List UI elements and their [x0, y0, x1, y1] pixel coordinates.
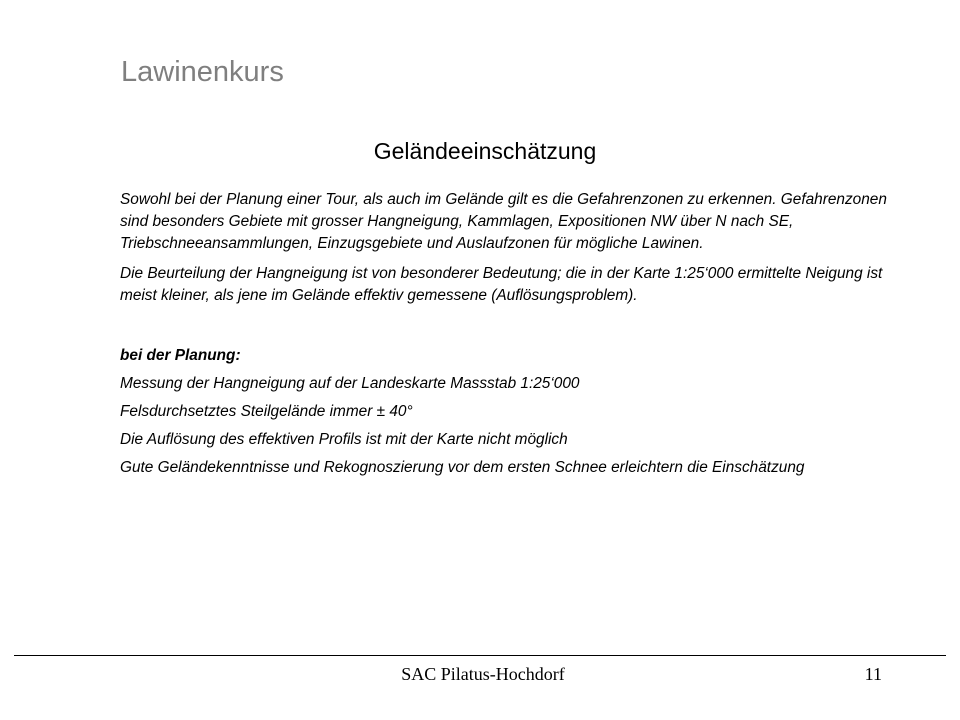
planning-heading: bei der Planung:: [120, 347, 241, 364]
slope-paragraph: Die Beurteilung der Hangneigung ist von besonderer Bedeutung; die in der Karte 1:25‘000 ermittelte Neigung ist meist kleiner, als jene im Gelände effektiv gemessene (Auflösungsproblem).: [120, 265, 883, 304]
planning-item: Messung der Hangneigung auf der Landeskarte Massstab 1:25‘000: [120, 375, 580, 392]
footer-divider: [14, 655, 946, 656]
planning-item: Die Auflösung des effektiven Profils ist mit der Karte nicht möglich: [120, 431, 568, 448]
footer-organization: SAC Pilatus-Hochdorf: [401, 664, 565, 684]
section-subtitle: Geländeeinschätzung: [373, 138, 597, 164]
planning-item: Gute Geländekenntnisse und Rekognoszierung vor dem ersten Schnee erleichtern die Einschätzung: [120, 459, 805, 476]
intro-paragraph: Sowohl bei der Planung einer Tour, als auch im Gelände gilt es die Gefahrenzonen zu erkennen. Gefahrenzonen sind besonders Gebiete mit grosser Hangneigung, Kammlagen, Expositionen NW über N nach SE, Triebschneeansammlungen, Einzugsgebiete und Auslaufzonen für mögliche Lawinen.: [120, 191, 887, 252]
page-number: 11: [864, 664, 882, 684]
planning-item: Felsdurchsetztes Steilgelände immer ± 40°: [120, 403, 413, 420]
slide-title: Lawinenkurs: [121, 56, 284, 88]
body-text: [120, 189, 900, 485]
